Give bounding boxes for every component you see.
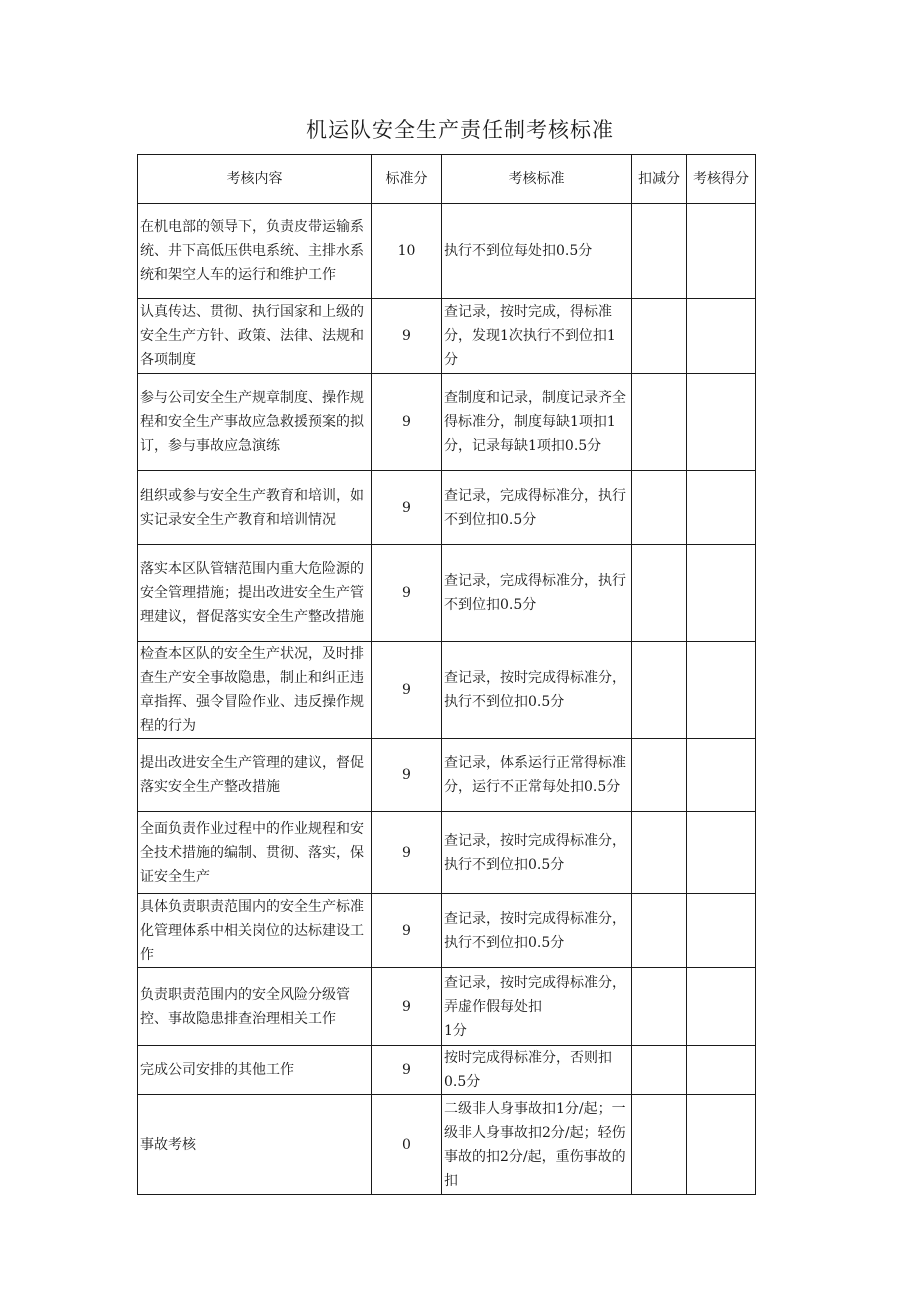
row-final-cell[interactable] xyxy=(687,374,756,471)
row-score: 9 xyxy=(372,812,442,894)
row-standard: 查记录，体系运行正常得标准分，运行不正常每处扣0.5分 xyxy=(442,739,632,812)
row-score: 9 xyxy=(372,739,442,812)
row-final-cell[interactable] xyxy=(687,642,756,739)
row-content: 在机电部的领导下，负责皮带运输系统、井下高低压供电系统、主排水系统和架空人车的运行和维护工作 xyxy=(138,204,372,299)
row-final-cell[interactable] xyxy=(687,204,756,299)
row-content: 全面负责作业过程中的作业规程和安全技术措施的编制、贯彻、落实，保证安全生产 xyxy=(138,812,372,894)
table-row xyxy=(138,1095,756,1195)
table-row xyxy=(138,471,756,545)
row-standard: 查制度和记录，制度记录齐全得标准分，制度每缺1项扣1分，记录每缺1项扣0.5分 xyxy=(442,374,632,471)
row-standard: 查记录，完成得标准分，执行不到位扣0.5分 xyxy=(442,545,632,642)
assessment-table xyxy=(137,154,756,1195)
row-content: 具体负责职责范围内的安全生产标准化管理体系中相关岗位的达标建设工作 xyxy=(138,894,372,968)
row-deduct-cell[interactable] xyxy=(632,812,687,894)
row-content: 负责职责范围内的安全风险分级管控、事故隐患排查治理相关工作 xyxy=(138,968,372,1046)
row-final-cell[interactable] xyxy=(687,812,756,894)
table-row xyxy=(138,894,756,968)
row-content: 认真传达、贯彻、执行国家和上级的安全生产方针、政策、法律、法规和各项制度 xyxy=(138,299,372,374)
row-score: 9 xyxy=(372,894,442,968)
row-final-cell[interactable] xyxy=(687,545,756,642)
row-score: 9 xyxy=(372,471,442,545)
row-deduct-cell[interactable] xyxy=(632,968,687,1046)
row-deduct-cell[interactable] xyxy=(632,299,687,374)
row-deduct-cell[interactable] xyxy=(632,545,687,642)
table-row xyxy=(138,299,756,374)
table-row xyxy=(138,642,756,739)
row-standard: 查记录，按时完成得标准分，弄虚作假每处扣 1分 xyxy=(442,968,632,1046)
row-final-cell[interactable] xyxy=(687,299,756,374)
row-content: 完成公司安排的其他工作 xyxy=(138,1046,372,1095)
row-standard: 查记录，按时完成得标准分，执行不到位扣0.5分 xyxy=(442,894,632,968)
row-final-cell[interactable] xyxy=(687,1046,756,1095)
table-row xyxy=(138,812,756,894)
header-content: 考核内容 xyxy=(138,155,372,204)
row-final-cell[interactable] xyxy=(687,471,756,545)
header-standard: 考核标准 xyxy=(442,155,632,204)
row-score: 9 xyxy=(372,299,442,374)
row-deduct-cell[interactable] xyxy=(632,642,687,739)
row-score: 9 xyxy=(372,642,442,739)
row-deduct-cell[interactable] xyxy=(632,204,687,299)
row-score: 9 xyxy=(372,545,442,642)
page-title: 机运队安全生产责任制考核标准 xyxy=(306,118,614,142)
row-deduct-cell[interactable] xyxy=(632,1046,687,1095)
header-final: 考核得分 xyxy=(687,155,756,204)
header-score: 标准分 xyxy=(372,155,442,204)
row-content: 检查本区队的安全生产状况，及时排查生产安全事故隐患，制止和纠正违章指挥、强令冒险作业、违反操作规程的行为 xyxy=(138,642,372,739)
row-deduct-cell[interactable] xyxy=(632,471,687,545)
row-standard: 查记录，按时完成得标准分，执行不到位扣0.5分 xyxy=(442,642,632,739)
row-content: 落实本区队管辖范围内重大危险源的安全管理措施；提出改进安全生产管理建议，督促落实安全生产整改措施 xyxy=(138,545,372,642)
header-deduct: 扣减分 xyxy=(632,155,687,204)
row-score: 10 xyxy=(372,204,442,299)
row-standard: 二级非人身事故扣1分/起；一级非人身事故扣2分/起；轻伤事故的扣2分/起，重伤事故的扣 xyxy=(442,1095,632,1195)
table-row xyxy=(138,1046,756,1095)
row-standard: 查记录，按时完成，得标准分，发现1次执行不到位扣1分 xyxy=(442,299,632,374)
row-final-cell[interactable] xyxy=(687,894,756,968)
row-score: 9 xyxy=(372,1046,442,1095)
row-content: 组织或参与安全生产教育和培训，如实记录安全生产教育和培训情况 xyxy=(138,471,372,545)
table-row xyxy=(138,204,756,299)
row-content: 事故考核 xyxy=(138,1095,372,1195)
table-row xyxy=(138,968,756,1046)
table-row xyxy=(138,374,756,471)
row-score: 9 xyxy=(372,968,442,1046)
row-score: 0 xyxy=(372,1095,442,1195)
row-content: 参与公司安全生产规章制度、操作规程和安全生产事故应急救援预案的拟订，参与事故应急演练 xyxy=(138,374,372,471)
table-header-row xyxy=(138,155,756,204)
row-standard: 查记录，按时完成得标准分，执行不到位扣0.5分 xyxy=(442,812,632,894)
row-final-cell[interactable] xyxy=(687,1095,756,1195)
row-deduct-cell[interactable] xyxy=(632,1095,687,1195)
row-final-cell[interactable] xyxy=(687,739,756,812)
row-content: 提出改进安全生产管理的建议，督促落实安全生产整改措施 xyxy=(138,739,372,812)
row-standard: 查记录，完成得标准分，执行不到位扣0.5分 xyxy=(442,471,632,545)
row-standard: 按时完成得标准分，否则扣0.5分 xyxy=(442,1046,632,1095)
row-standard: 执行不到位每处扣0.5分 xyxy=(442,204,632,299)
row-final-cell[interactable] xyxy=(687,968,756,1046)
row-deduct-cell[interactable] xyxy=(632,374,687,471)
table-row xyxy=(138,545,756,642)
row-deduct-cell[interactable] xyxy=(632,739,687,812)
row-score: 9 xyxy=(372,374,442,471)
table-row xyxy=(138,739,756,812)
row-deduct-cell[interactable] xyxy=(632,894,687,968)
